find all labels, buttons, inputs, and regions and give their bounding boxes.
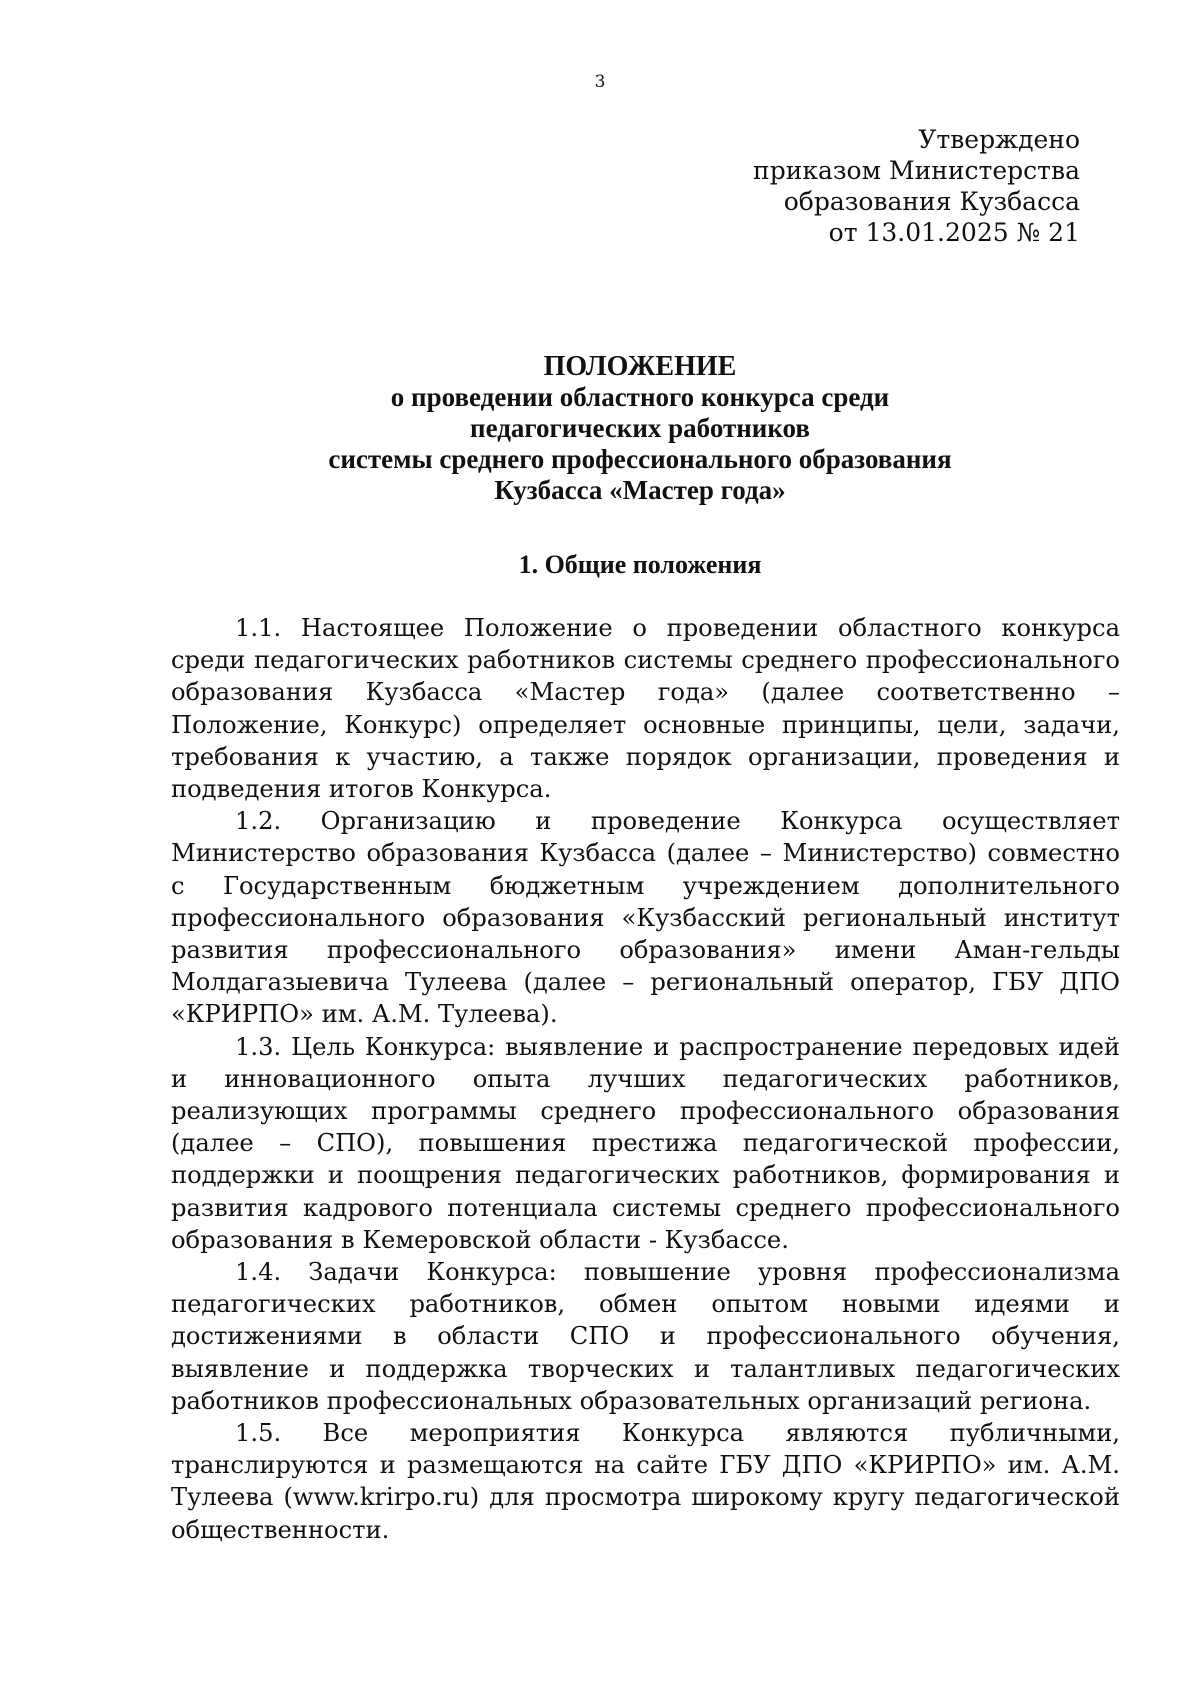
document-title-line: Кузбасса «Мастер года» bbox=[494, 475, 786, 505]
document-title-line: о проведении областного конкурса среди bbox=[390, 382, 890, 412]
paragraph-1-1: 1.1. Настоящее Положение о проведении областного конкурса среди педагогических работников системы среднего профессионального образования Кузбасса «Мастер года» (далее соответственно – Положение, Конкурс) определяет основные принципы, цели, задачи, требования к участию, а также порядок организации, проведения и подведения итогов Конкурса. bbox=[171, 614, 1120, 804]
approval-line: приказом Министерства bbox=[753, 156, 1080, 185]
paragraph-1-4: 1.4. Задачи Конкурса: повышение уровня профессионализма педагогических работников, обмен опытом новыми идеями и достижениями в области СПО и профессионального обучения, выявление и поддержка творческих и талантливых педагогических работников профессиональных образовательных организаций региона. bbox=[171, 1258, 1120, 1415]
section-body bbox=[171, 612, 1120, 1546]
approval-order-date: от 13.01.2025 № 21 bbox=[828, 218, 1080, 247]
paragraph-1-5: 1.5. Все мероприятия Конкурса являются публичными, транслируются и размещаются на сайте ГБУ ДПО «КРИРПО» им. А.М. Тулеева (www.krirpo.ru) для просмотра широкому кругу педагогической общественности. bbox=[171, 1419, 1120, 1544]
paragraph-1-2: 1.2. Организацию и проведение Конкурса осуществляет Министерство образования Кузбасса (далее – Министерство) совместно с Государственным бюджетным учреждением дополнительного профессионального образования «Кузбасский региональный институт развития профессионального образования» имени Аман-гельды Молдагазыевича Тулеева (далее – региональный оператор, ГБУ ДПО «КРИРПО» им. А.М. Тулеева). bbox=[171, 807, 1120, 1029]
approval-line: образования Кузбасса bbox=[783, 187, 1080, 216]
document-title-line: педагогических работников bbox=[470, 413, 810, 443]
document-title-main: ПОЛОЖЕНИЕ bbox=[543, 351, 737, 382]
document-title-line: системы среднего профессионального образования bbox=[328, 444, 952, 474]
approval-line: Утверждено bbox=[918, 125, 1080, 154]
document-title bbox=[120, 351, 1160, 506]
section-heading: 1. Общие положения bbox=[518, 550, 762, 579]
paragraph-1-3: 1.3. Цель Конкурса: выявление и распространение передовых идей и инновационного опыта лучших педагогических работников, реализующих программы среднего профессионального образования (далее – СПО), повышения престижа педагогической профессии, поддержки и поощрения педагогических работников, формирования и развития кадрового потенциала системы среднего профессионального образования в Кемеровской области - Кузбассе. bbox=[171, 1032, 1120, 1254]
approval-stamp-block bbox=[560, 124, 1080, 248]
page-number: 3 bbox=[594, 72, 606, 92]
